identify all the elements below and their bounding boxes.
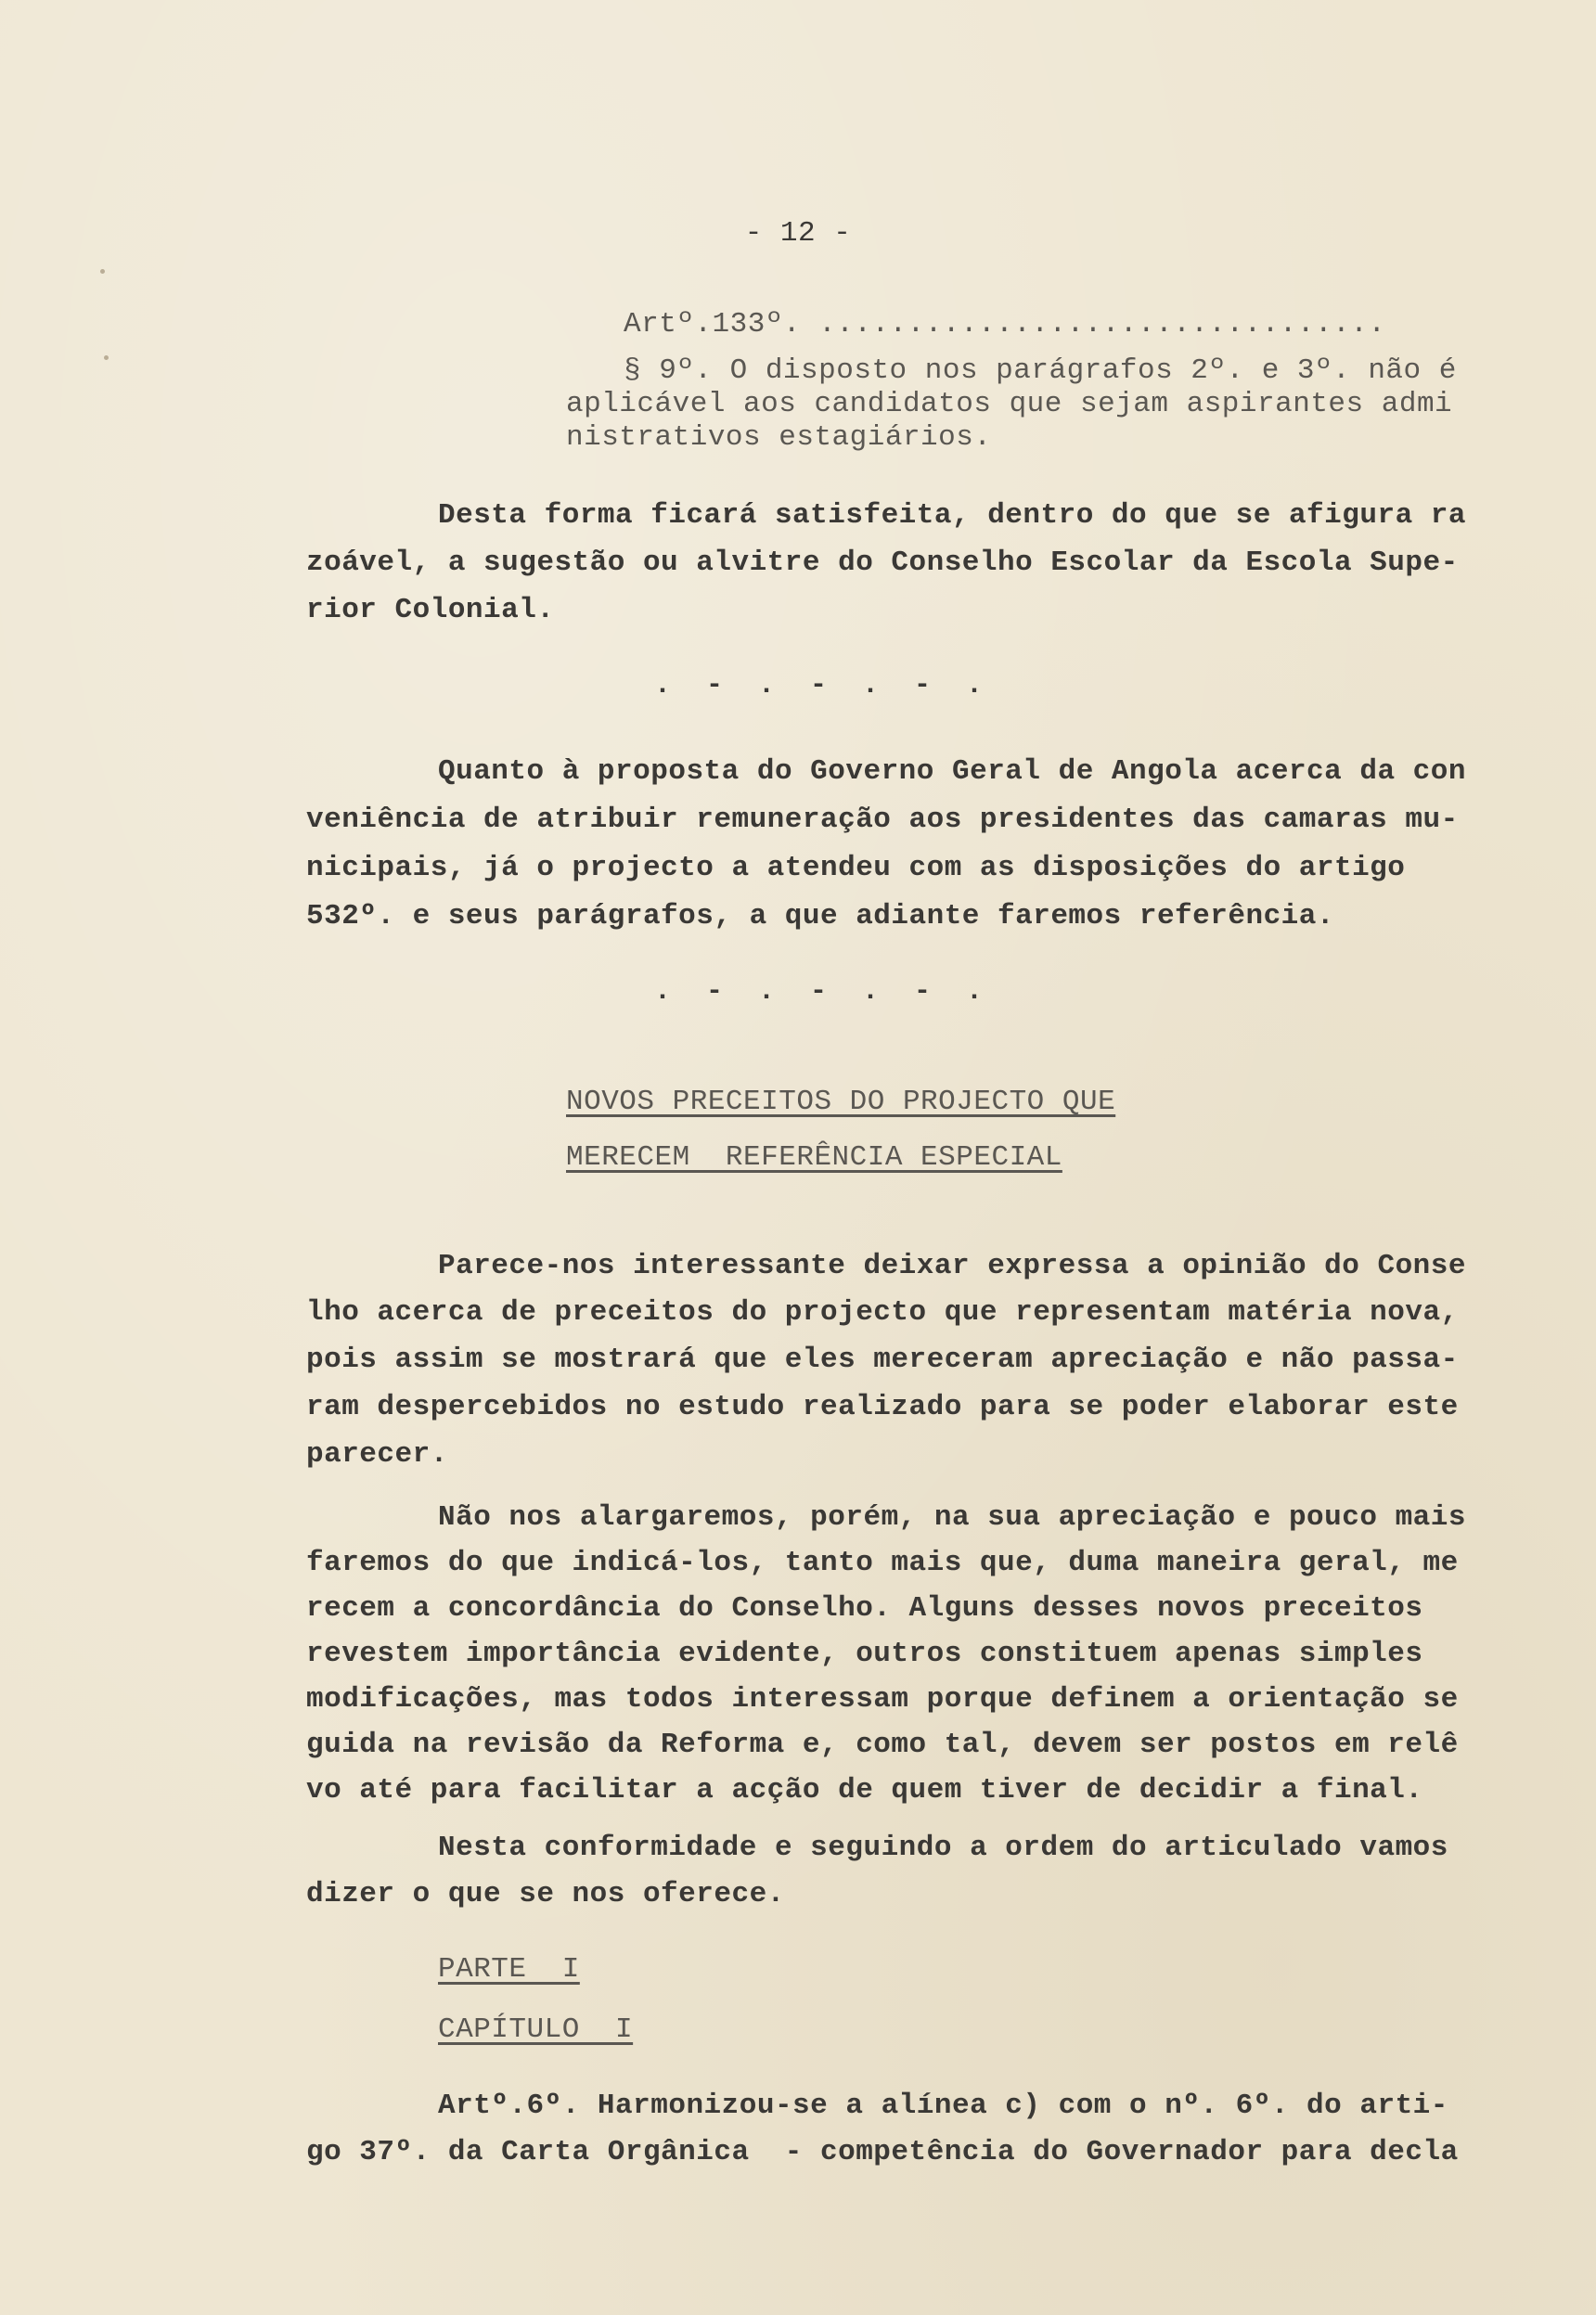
body-line: guida na revisão da Reforma e, como tal, devem ser postos em relê (306, 1729, 1459, 1761)
article-header: Artº.133º. ................................ (624, 308, 1386, 341)
body-line: 532º. e seus parágrafos, a que adiante faremos referência. (306, 900, 1334, 932)
body-line: Artº.6º. Harmonizou-se a alínea c) com o nº. 6º. do arti- (438, 2090, 1448, 2122)
body-line: parecer. (306, 1438, 448, 1471)
body-line: pois assim se mostrará que eles mereceram apreciação e não passa- (306, 1344, 1459, 1376)
body-line: Parece-nos interessante deixar expressa a opinião do Conse (438, 1250, 1466, 1282)
body-line: Quanto à proposta do Governo Geral de Angola acerca da con (438, 755, 1466, 788)
chapter-label: CAPÍTULO I (438, 2013, 634, 2046)
paragraph-9-line: aplicável aos candidatos que sejam aspirantes admi (566, 388, 1453, 420)
body-line: lho acerca de preceitos do projecto que representam matéria nova, (306, 1296, 1459, 1329)
paper-speck (104, 355, 109, 360)
separator: . - . - . - . (654, 976, 993, 1008)
body-line: vo até para facilitar a acção de quem tiver de decidir a final. (306, 1774, 1423, 1807)
body-line: go 37º. da Carta Orgânica - competência do Governador para decla (306, 2136, 1459, 2168)
body-line: recem a concordância do Conselho. Alguns desses novos preceitos (306, 1592, 1423, 1625)
paragraph-9-line: nistrativos estagiários. (566, 421, 992, 454)
page-number: - 12 - (744, 217, 852, 250)
body-line: rior Colonial. (306, 594, 555, 626)
body-line: zoável, a sugestão ou alvitre do Conselho Escolar da Escola Supe- (306, 547, 1459, 579)
separator: . - . - . - . (654, 670, 993, 701)
body-line: Não nos alargaremos, porém, na sua apreciação e pouco mais (438, 1501, 1466, 1534)
paper-speck (100, 269, 105, 274)
body-line: ram despercebidos no estudo realizado para se poder elaborar este (306, 1391, 1459, 1423)
body-line: revestem importância evidente, outros constituem apenas simples (306, 1638, 1423, 1670)
body-line: Nesta conformidade e seguindo a ordem do articulado vamos (438, 1832, 1448, 1864)
body-line: Desta forma ficará satisfeita, dentro do que se afigura ra (438, 499, 1466, 532)
body-line: nicipais, já o projecto a atendeu com as disposições do artigo (306, 852, 1406, 884)
body-line: faremos do que indicá-los, tanto mais que, duma maneira geral, me (306, 1547, 1459, 1579)
body-line: modificações, mas todos interessam porque definem a orientação se (306, 1683, 1459, 1716)
section-heading: NOVOS PRECEITOS DO PROJECTO QUE (566, 1086, 1116, 1118)
body-line: veniência de atribuir remuneração aos presidentes das camaras mu- (306, 804, 1459, 836)
paragraph-9-line: § 9º. O disposto nos parágrafos 2º. e 3º. não é (624, 354, 1457, 387)
section-heading: MERECEM REFERÊNCIA ESPECIAL (566, 1141, 1062, 1174)
body-line: dizer o que se nos oferece. (306, 1878, 785, 1910)
part-label: PARTE I (438, 1953, 580, 1986)
